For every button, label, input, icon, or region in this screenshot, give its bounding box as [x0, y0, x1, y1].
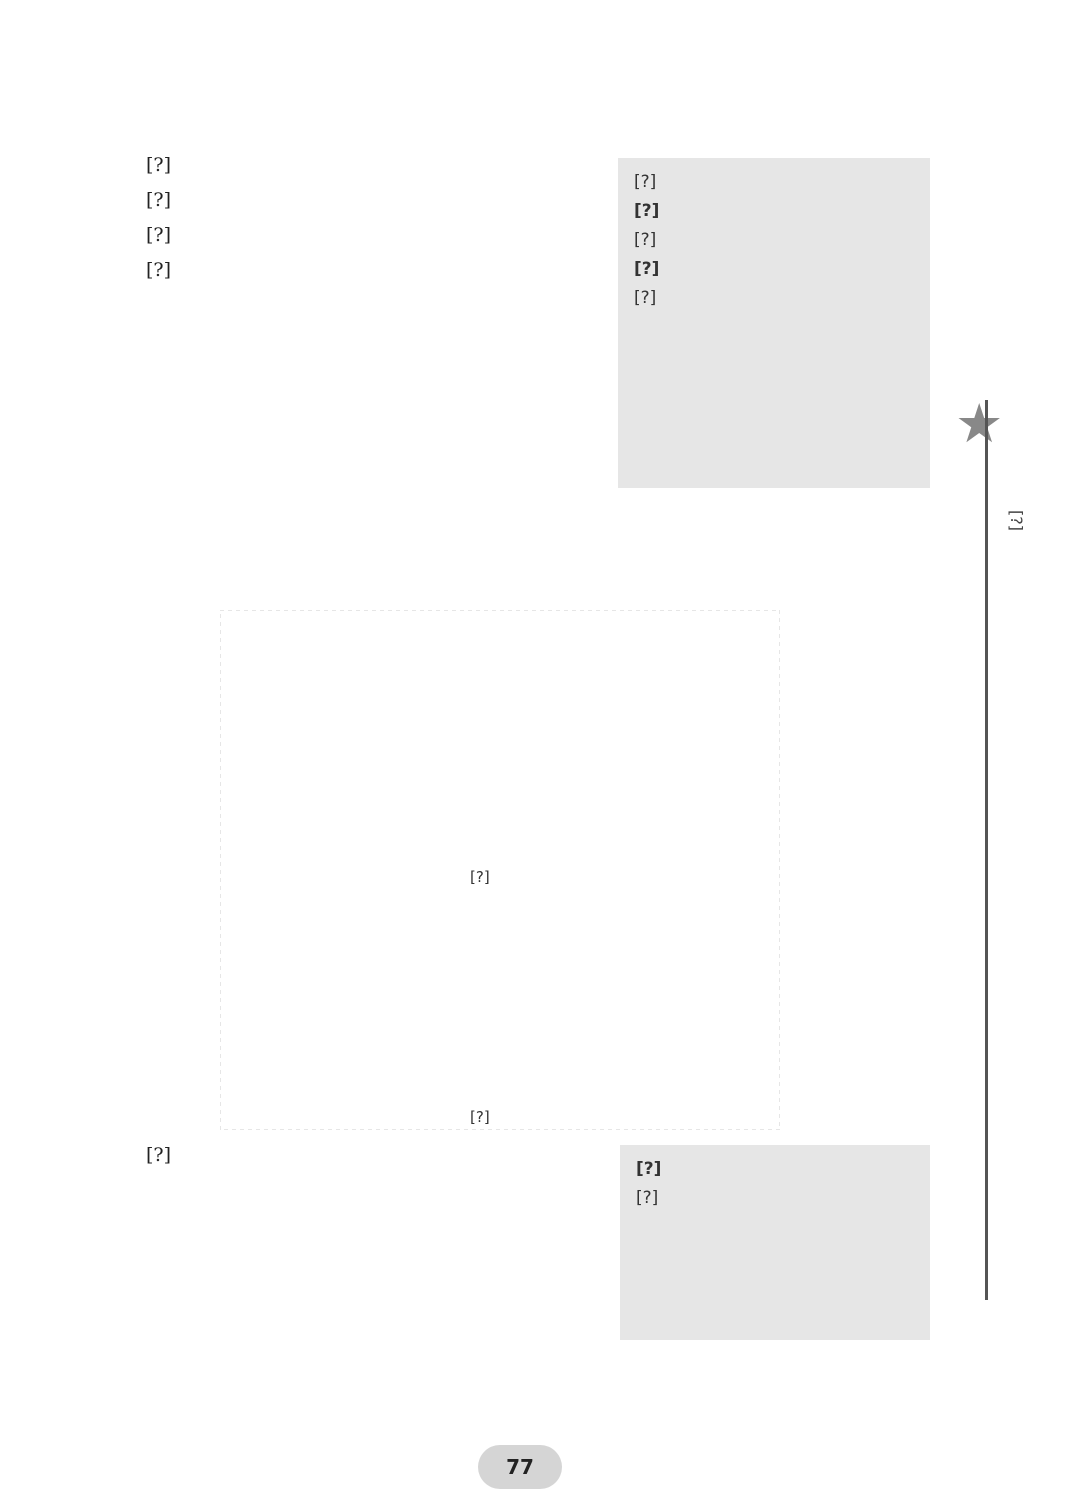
- chapter-side-label: [?]: [1007, 510, 1026, 531]
- side-note-text: [?]: [634, 288, 657, 308]
- page-number: 77: [478, 1445, 562, 1489]
- side-note-box: [618, 158, 930, 488]
- star-icon: ★: [955, 392, 1004, 455]
- figure-caption: [?]: [470, 1108, 490, 1126]
- figure-caption: [?]: [470, 868, 490, 886]
- paragraph: [?]: [146, 224, 172, 246]
- teaching-tip-heading: [?]: [636, 1159, 662, 1179]
- paragraph: [?]: [146, 259, 172, 281]
- lower-text: [108, 1140, 608, 1175]
- side-note-heading: [?]: [634, 259, 660, 279]
- paragraph: [?]: [146, 154, 172, 176]
- side-note-text: [?]: [634, 230, 657, 250]
- teaching-tip-box: [620, 1145, 930, 1340]
- side-note-heading: [?]: [634, 201, 660, 221]
- paragraph: [?]: [146, 189, 172, 211]
- main-text: [108, 150, 608, 290]
- figure-illustrations: [220, 610, 780, 1130]
- side-note-text: [?]: [634, 172, 657, 192]
- paragraph: [?]: [146, 1144, 172, 1166]
- teaching-tip-text: [?]: [636, 1188, 659, 1208]
- chapter-side-tab: [985, 400, 1038, 1300]
